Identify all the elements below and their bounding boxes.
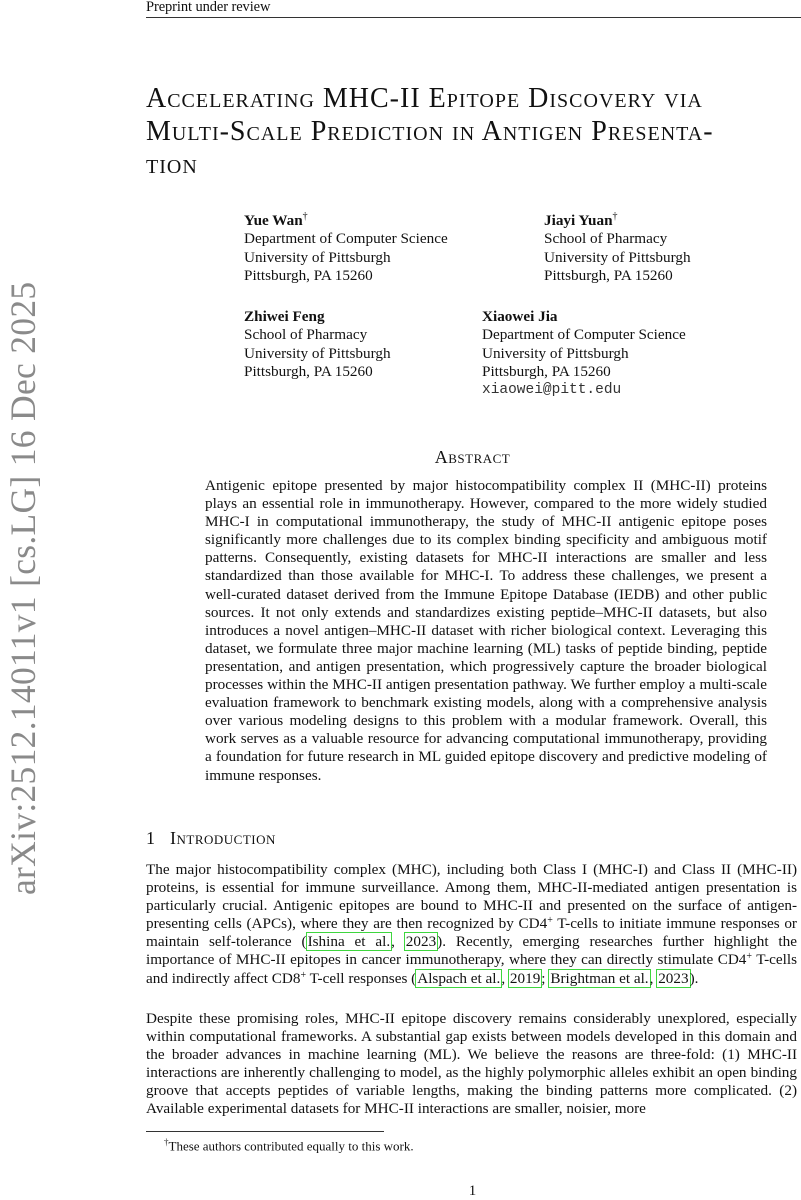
running-header (146, 0, 801, 18)
citation-link[interactable]: Alspach et al. (417, 969, 501, 987)
author-name: Zhiwei Feng (244, 308, 325, 325)
abstract-heading: Abstract (434, 447, 511, 467)
author-email[interactable]: xiaowei@pitt.edu (482, 382, 622, 399)
footnote-divider (146, 1131, 384, 1132)
citation-link[interactable]: 2023 (405, 933, 437, 951)
title-line-1: Accelerating MHC-II Epitope Discovery via (146, 83, 703, 114)
author-address: Pittsburgh, PA 15260 (482, 362, 611, 380)
footnote: †These authors contributed equally to this work. (164, 1137, 414, 1154)
page-number: 1 (468, 1183, 477, 1199)
author-block (544, 208, 691, 285)
abstract-body: Antigenic epitope presented by major histocompatibility complex II (MHC-II) proteins plays an essential role in immunotherapy. However, compared to the more widely studied MHC-I in computational immunotherapy, the study of MHC-II antigenic epitope poses significantly more challenges due to its complex binding specificity and ambiguous motif patterns. Consequently, existing datasets for MHC-II interactions are smaller and less standardized than those available for MHC-I. To address these challenges, we present a well-curated dataset derived from the Immune Epitope Database (IEDB) and other public sources. It not only extends and standardizes existing peptide–MHC-II datasets, but also introduces a novel antigen–MHC-II dataset with richer biological context. Leveraging this dataset, we formulate three major machine learning (ML) tasks of peptide binding, peptide presentation, and antigen presentation, which progressively capture the broader biological processes within the MHC-II antigen presentation pathway. We further employ a multi-scale evaluation framework to benchmark existing models, along with a comprehensive analysis over various modeling designs to this problem with a modular framework. Overall, this work serves as a valuable resource for advancing computational immunotherapy, providing a foundation for future research in ML guided epitope discovery and predictive modeling of immune responses. (205, 477, 767, 784)
author-address: Pittsburgh, PA 15260 (244, 362, 373, 380)
author-affiliation: University of Pittsburgh (244, 248, 391, 266)
arxiv-stamp[interactable]: arXiv:2512.14011v1 [cs.LG] 16 Dec 2025 (3, 281, 43, 895)
author-block (244, 208, 448, 285)
section-number: 1 (146, 828, 156, 848)
author-affiliation: Department of Computer Science (482, 326, 686, 344)
author-affiliation: University of Pittsburgh (482, 344, 629, 362)
author-affiliation: Department of Computer Science (244, 230, 448, 248)
paper-title (146, 82, 796, 181)
author-block (244, 308, 391, 381)
author-name: Yue Wan† (244, 211, 308, 230)
author-affiliation: School of Pharmacy (244, 326, 368, 344)
author-name: Xiaowei Jia (482, 308, 558, 325)
author-affiliation: School of Pharmacy (544, 230, 668, 248)
citation-link[interactable]: 2019 (509, 969, 541, 987)
title-line-3: tion (146, 149, 198, 180)
author-address: Pittsburgh, PA 15260 (244, 266, 373, 284)
author-address: Pittsburgh, PA 15260 (544, 266, 673, 284)
author-block (482, 308, 686, 399)
citation-link[interactable]: Brightman et al. (550, 969, 649, 987)
intro-paragraph-2: Despite these promising roles, MHC-II epitope discovery remains considerably unexplored, especially within computational frameworks. A substantial gap exists between models developed in this domain and the broader advances in machine learning (ML). We believe the reasons are three-fold: (1) MHC-II interactions are inherently challenging to model, as the highly polymorphic alleles exhibit an open binding groove that accepts peptides of variable lengths, making the binding patterns more complicated. (2) Available experimental datasets for MHC-II interactions are smaller, noisier, more (146, 1010, 797, 1118)
citation-link[interactable]: Ishina et al. (307, 933, 391, 951)
section-title: Introduction (170, 828, 276, 848)
author-name: Jiayi Yuan† (544, 211, 618, 230)
title-line-2: Multi-Scale Prediction in Antigen Presenta- (146, 116, 714, 147)
author-affiliation: University of Pittsburgh (544, 248, 691, 266)
citation-link[interactable]: 2023 (658, 969, 689, 987)
running-title: Preprint under review (146, 0, 271, 15)
author-affiliation: University of Pittsburgh (244, 344, 391, 362)
intro-paragraph-1: The major histocompatibility complex (MHC), including both Class I (MHC-I) and Class II (MHC-II) proteins, is essential for immune surveillance. Among them, MHC-II-mediated antigen presentation is particularly crucial. Antigenic epitopes are bound to MHC-II and presented on the surface of antigen-presenting cells (APCs), where they are then recognized by CD4+ T-cells to initiate immune responses or maintain self-tolerance (Ishina et al., 2023). Recently, emerging researches further highlight the importance of MHC-II epitopes in cancer immunotherapy, where they can directly stimulate CD4+ T-cells and indirectly affect CD8+ T-cell responses (Alspach et al., 2019; Brightman et al., 2023). (146, 861, 798, 987)
section-heading-introduction (146, 828, 276, 849)
